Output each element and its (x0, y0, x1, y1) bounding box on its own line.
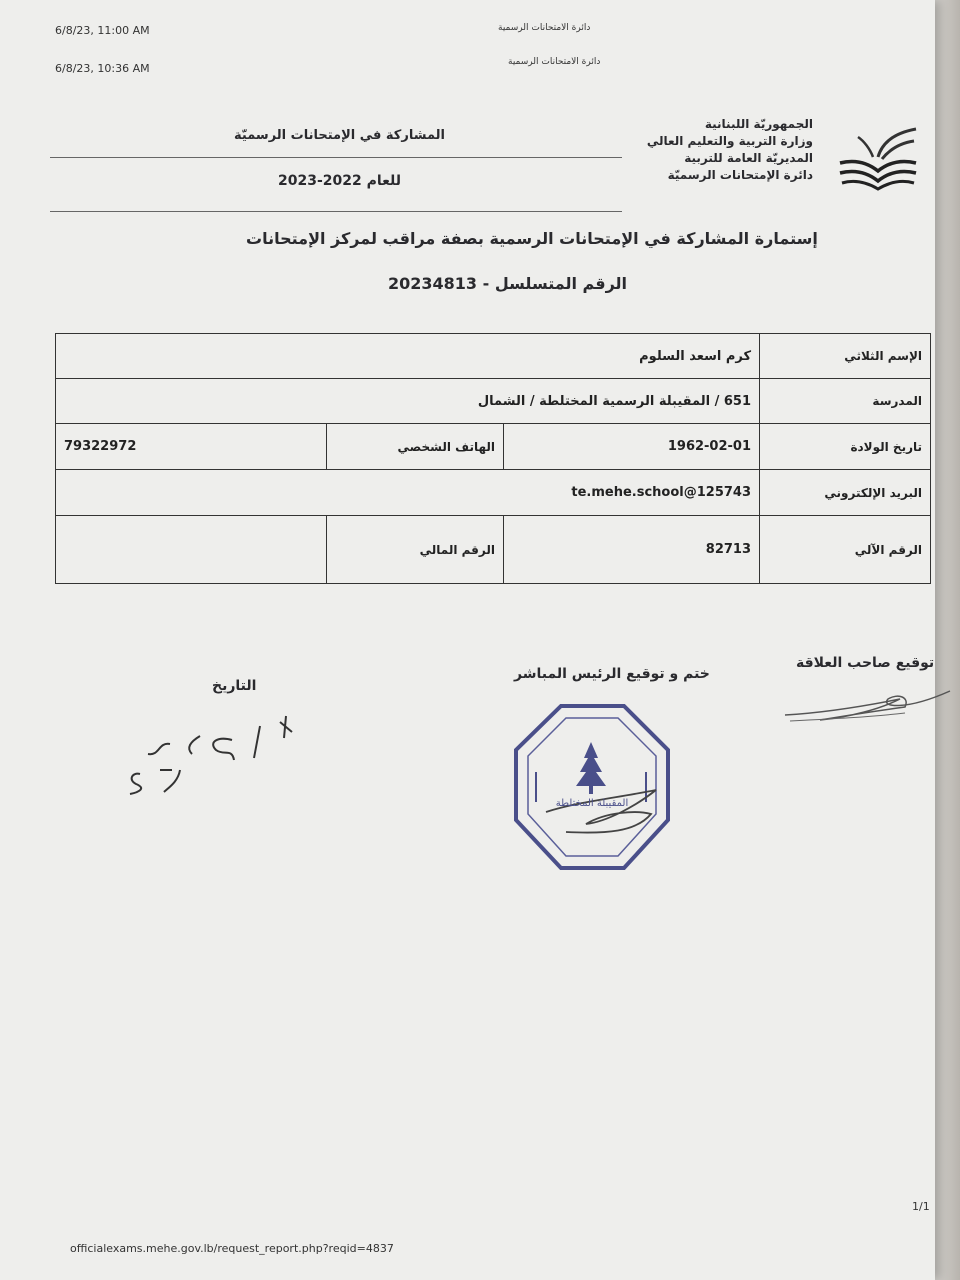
financial-number-value (56, 516, 327, 584)
auto-number-value: 82713 (504, 516, 760, 584)
email-label: البريد الإلكتروني (760, 470, 931, 516)
form-title: إستمارة المشاركة في الإمتحانات الرسمية بصفة مراقب لمركز الإمتحانات (246, 229, 818, 248)
print-office-2: دائرة الامتحانات الرسمية (508, 57, 601, 67)
open-book-logo-icon (838, 125, 918, 195)
participation-title: المشاركة في الإمتحانات الرسميّة (234, 128, 446, 143)
date-label: التاريخ (212, 678, 257, 694)
school-value: 651 / المقيبلة الرسمية المختلطة / الشمال (56, 379, 760, 424)
row-auto-financial (56, 516, 931, 584)
print-office-1: دائرة الامتحانات الرسمية (498, 23, 591, 33)
official-stamp-icon (506, 702, 676, 874)
full-name-value: كرم اسعد السلوم (56, 334, 760, 379)
letterhead-republic: الجمهوريّة اللبنانية (704, 117, 813, 131)
phone-value: 79322972 (56, 424, 327, 470)
exam-year: للعام 2022-2023 (278, 173, 402, 189)
email-value: te.mehe.school@125743 (56, 470, 760, 516)
holder-signature-label: توقيع صاحب العلاقة (796, 655, 935, 671)
phone-label: الهاتف الشخصي (327, 424, 504, 470)
serial-number: الرقم المتسلسل - 20234813 (388, 274, 628, 293)
report-url: officialexams.mehe.gov.lb/request_report.php?reqid=4837 (70, 1242, 394, 1255)
letterhead-department: دائرة الإمتحانات الرسميّة (667, 168, 813, 182)
print-timestamp-2: 6/8/23, 10:36 AM (55, 62, 150, 75)
handwritten-date-icon (120, 712, 310, 802)
full-name-label: الإسم الثلاثي (760, 334, 931, 379)
divider-1 (50, 157, 622, 158)
stamp-inner-text: المقيبلة المختلطة (555, 798, 629, 809)
holder-signature-icon (780, 685, 955, 730)
row-email (56, 470, 931, 516)
supervisor-signature-label: ختم و توقيع الرئيس المباشر (514, 666, 710, 682)
school-label: المدرسة (760, 379, 931, 424)
divider-2 (50, 211, 622, 212)
auto-number-label: الرقم الآلي (760, 516, 931, 584)
row-full-name (56, 334, 931, 379)
letterhead-block (647, 116, 813, 184)
print-timestamp-1: 6/8/23, 11:00 AM (55, 24, 150, 37)
row-birth-phone (56, 424, 931, 470)
birth-date-value: 1962-02-01 (504, 424, 760, 470)
financial-number-label: الرقم المالي (327, 516, 504, 584)
birth-date-label: تاريخ الولادة (760, 424, 931, 470)
letterhead-directorate: المديريّة العامة للتربية (684, 151, 813, 165)
letterhead-ministry: وزارة التربية والتعليم العالي (646, 134, 813, 148)
participant-info-table (55, 333, 931, 584)
page-number: 1/1 (912, 1200, 930, 1213)
row-school (56, 379, 931, 424)
